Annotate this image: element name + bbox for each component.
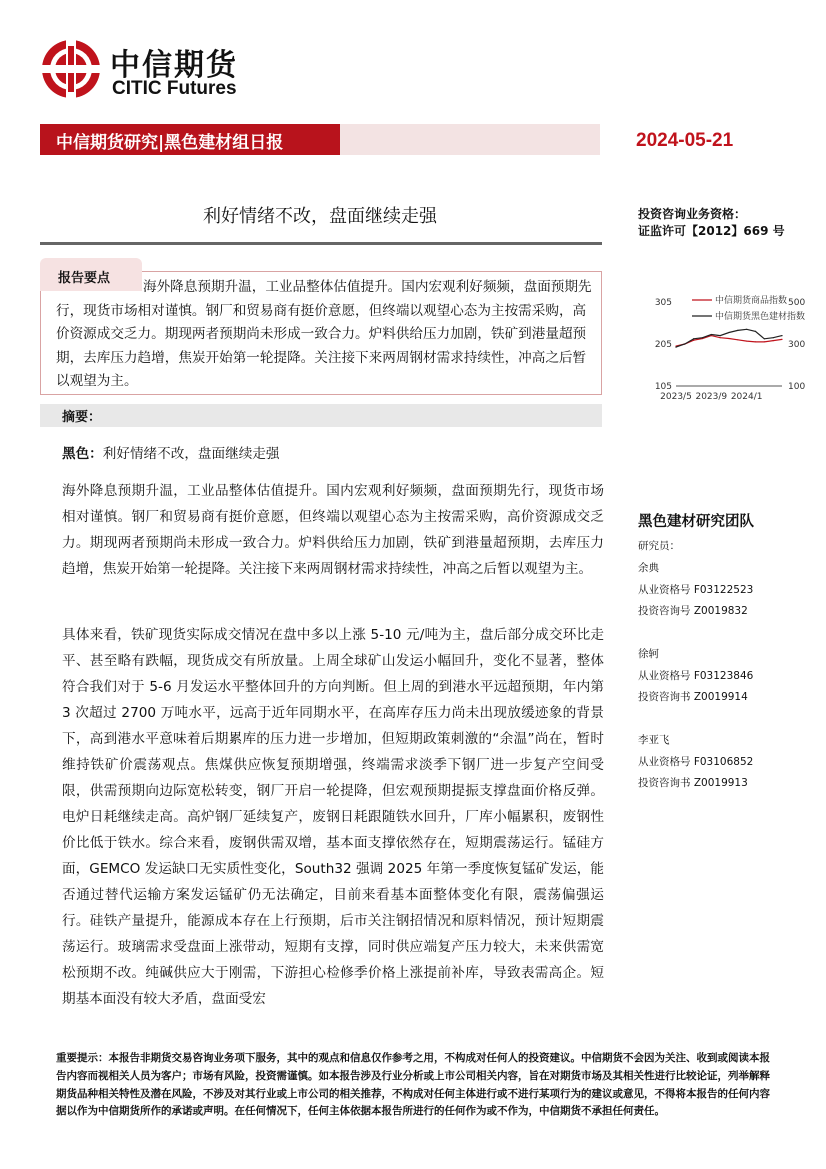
legend-label: 中信期货商品指数 — [715, 296, 788, 306]
series-point — [675, 347, 676, 348]
series-point — [746, 340, 747, 341]
series-point — [764, 338, 765, 339]
report-title: 利好情绪不改，盘面继续走强 — [203, 206, 437, 227]
disclaimer-text: 重要提示：本报告非期货交易咨询业务项下服务，其中的观点和信息仅作参考之用，不构成对任何人的投资建议。中信期货不会因为关注、收到或阅读本报告内容而视相关人员为客户；市场有风险，投资需谨慎。如本报告涉及行业分析或上市公司相关内容，旨在对期货市场及其相关性进行比较论证，列举解释期货品种相关特性及潜在风险，不涉及对其行业或上市公司的相关推荐，不构成对任何主体进行或不进行某项行为的建议或意见，不得将本报告的任何内容据以作为中信期货所作的承诺或声明。在任何情况下，任何主体依据本报告所进行的任何作为或不作为，中信期货不承担任何责任。 — [56, 1052, 770, 1118]
member-qualification: 从业资格号 F03106852 — [638, 756, 754, 768]
section-prefix: 黑色： — [62, 446, 103, 462]
citic-logo-icon — [40, 38, 102, 100]
y-left-tick-label: 305 — [654, 298, 672, 308]
series-point — [773, 337, 774, 338]
key-points-label: 报告要点 — [58, 271, 111, 286]
series-point — [781, 339, 782, 340]
section-heading-text: 利好情绪不改，盘面继续走强 — [102, 446, 280, 462]
member-name: 徐轲 — [638, 648, 659, 660]
series-point — [720, 337, 721, 338]
y-right-tick-label: 500 — [788, 298, 806, 308]
series-point — [711, 334, 712, 335]
abstract-label: 摘要： — [62, 410, 102, 425]
series-point — [746, 329, 747, 330]
license-line-2: 证监许可【2012】669 号 — [638, 224, 785, 238]
section-heading — [62, 442, 280, 462]
series-point — [728, 332, 729, 333]
abstract-bar — [40, 404, 602, 427]
series-point — [720, 335, 721, 336]
series-point — [693, 338, 694, 339]
index-chart-svg — [636, 290, 816, 416]
member-invest-no: 投资咨询书 Z0019913 — [638, 777, 748, 789]
x-tick-label: 2024/1 — [730, 392, 763, 402]
banner-title: 中信期货研究|黑色建材组日报 — [56, 133, 284, 153]
member-qualification: 从业资格号 F03123846 — [638, 670, 754, 682]
banner-red-block — [40, 124, 340, 155]
x-tick-label: 2023/5 — [660, 392, 692, 402]
logo-english-text: CITIC Futures — [112, 78, 237, 99]
series-point — [728, 338, 729, 339]
series-point — [764, 341, 765, 342]
researcher-label: 研究员： — [638, 540, 680, 552]
member-name: 余典 — [638, 562, 659, 574]
report-date: 2024-05-21 — [636, 130, 734, 151]
key-points-text: 海外降息预期升温，工业品整体估值提升。国内宏观利好频频，盘面预期先行，现货市场相对谨慎。钢厂和贸易商有挺价意愿，但终端以观望心态为主按需采购，高价资源成交乏力。期现两者预期尚未形成一致合力。炉料供给压力加剧，铁矿到港量超预期，去库压力趋增，焦炭开始第一轮提降。关注接下来两周钢材需求持续性，冲高之后暂以观望为主。 — [56, 279, 592, 389]
series-point — [702, 337, 703, 338]
logo-chinese-text: 中信期货 — [110, 48, 238, 83]
member-invest-no: 投资咨询书 Z0019914 — [638, 691, 748, 703]
x-tick-label: 2023/9 — [695, 392, 728, 402]
series-point — [773, 340, 774, 341]
series-point — [737, 330, 738, 331]
series-point — [755, 341, 756, 342]
index-chart — [636, 290, 816, 416]
legend-label: 中信期货黑色建材指数 — [715, 312, 806, 322]
license-line-1: 投资咨询业务资格： — [638, 207, 747, 221]
title-divider — [40, 242, 602, 245]
abstract-paragraph-2: 具体来看，铁矿现货实际成交情况在盘中多以上涨 5-10 元/吨为主，盘后部分成交环比走平、甚至略有跌幅，现货成交有所放量。上周全球矿山发运小幅回升，变化不显著，整体符合我们对于 5-6 月发运水平整体回升的方向判断。但上周的到港水平远超预期，年内第 3 次超过 2700 万吨水平，远高于近年同期水平，在高库存压力尚未出现放缓迹象的背景下，高到港水平意味着后期累库的压力进一步增加，但短期政策刺激的“余温”尚在，暂时维持铁矿价震荡观点。焦煤供应恢复预期增强，终端需求淡季下钢厂进一步复产空间受限，供需预期向边际宽松转变，钢厂开启一轮提降，但宏观预期提振支撑盘面价格反弹。电炉日耗继续走高。高炉钢厂延续复产，废钢日耗跟随铁水回升，厂库小幅累积，废钢性价比低于铁水。综合来看，废钢供需双增，基本面支撑依然存在，短期震荡运行。锰硅方面，GEMCO 发运缺口无实质性变化，South32 强调 2025 年第一季度恢复锰矿发运，能否通过替代运输方案发运锰矿仍无法确定，目前来看基本面整体变化有限，震荡偏强运行。硅铁产量提升，能源成本存在上行预期，后市关注钢招情况和原料情况，预计短期震荡运行。玻璃需求受盘面上涨带动，短期有支撑，同时供应端复产压力较大，未来供需宽松预期不改。纯碱供应大于刚需，下游担心检修季价格上涨提前补库，导致表需高企。短期基本面没有较大矛盾，盘面受宏 — [62, 627, 604, 1007]
member-qualification: 从业资格号 F03122523 — [638, 584, 754, 596]
series-point — [781, 335, 782, 336]
y-left-tick-label: 205 — [654, 340, 672, 350]
company-logo — [40, 38, 270, 100]
y-right-tick-label: 300 — [788, 340, 806, 350]
y-left-tick-label: 105 — [654, 382, 672, 392]
abstract-paragraph-1: 海外降息预期升温，工业品整体估值提升。国内宏观利好频频，盘面预期先行，现货市场相对谨慎。钢厂和贸易商有挺价意愿，但终端以观望心态为主按需采购，高价资源成交乏力。期现两者预期尚未形成一致合力。炉料供给压力加剧，铁矿到港量超预期，去库压力趋增，焦炭开始第一轮提降。关注接下来两周钢材需求持续性，冲高之后暂以观望为主。 — [62, 483, 604, 577]
team-title: 黑色建材研究团队 — [638, 514, 754, 530]
series-point — [737, 339, 738, 340]
report-banner — [40, 124, 600, 155]
series-line — [676, 336, 782, 347]
member-name: 李亚飞 — [638, 734, 670, 746]
series-point — [693, 340, 694, 341]
series-point — [755, 331, 756, 332]
series-point — [684, 343, 685, 344]
member-invest-no: 投资咨询号 Z0019832 — [638, 605, 748, 617]
y-right-tick-label: 100 — [788, 382, 806, 392]
